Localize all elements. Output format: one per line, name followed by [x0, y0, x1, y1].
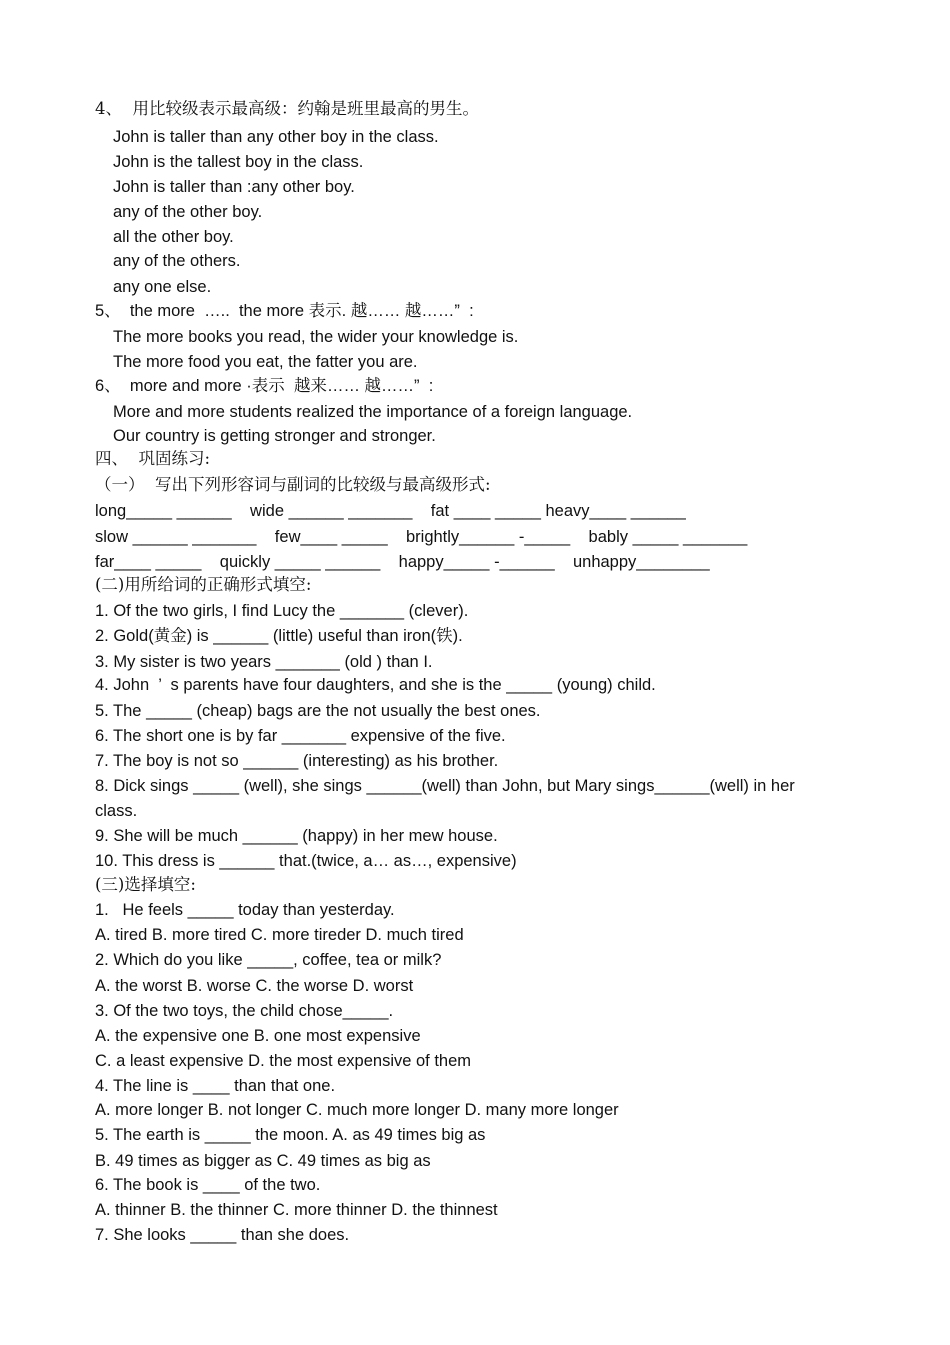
- question: 3. My sister is two years _______ (old ) than I.: [95, 653, 433, 671]
- question: 5. The _____ (cheap) bags are the not usually the best ones.: [95, 702, 541, 720]
- question: 6. The short one is by far _______ expensive of the five.: [95, 727, 506, 745]
- question: 7. The boy is not so ______ (interesting) as his brother.: [95, 752, 499, 770]
- example-sentence: any of the others.: [113, 252, 241, 270]
- example-sentence: Our country is getting stronger and stronger.: [113, 427, 436, 445]
- question: 1. He feels _____ today than yesterday.: [95, 901, 395, 919]
- answer-options: B. 49 times as bigger as C. 49 times as big as: [95, 1152, 431, 1170]
- example-sentence: More and more students realized the importance of a foreign language.: [113, 403, 633, 421]
- example-sentence: John is the tallest boy in the class.: [113, 153, 364, 171]
- answer-options: A. thinner B. the thinner C. more thinner D. the thinnest: [95, 1201, 498, 1219]
- word-form-row: slow ______ _______ few____ _____ brightly______ -_____ bably _____ _______: [95, 528, 748, 546]
- exercise-part-3-heading: (三)选择填空:: [95, 875, 196, 894]
- example-sentence: any one else.: [113, 278, 212, 296]
- answer-options: A. the worst B. worse C. the worse D. worst: [95, 977, 414, 995]
- question: 5. The earth is _____ the moon. A. as 49 times big as: [95, 1126, 486, 1144]
- example-sentence: all the other boy.: [113, 228, 234, 246]
- question: 8. Dick sings _____ (well), she sings ______(well) than John, but Mary sings______(well) in her: [95, 777, 795, 795]
- section-heading-4: 4、 用比较级表示最高级：约翰是班里最高的男生。: [95, 99, 479, 118]
- answer-options: C. a least expensive D. the most expensive of them: [95, 1052, 472, 1070]
- example-sentence: John is taller than :any other boy.: [113, 178, 355, 196]
- answer-options: A. tired B. more tired C. more tireder D. much tired: [95, 926, 464, 944]
- question: 3. Of the two toys, the child chose_____.: [95, 1002, 394, 1020]
- question: 2. Gold(黄金) is ______ (little) useful than iron(铁).: [95, 627, 463, 645]
- answer-options: A. the expensive one B. one most expensive: [95, 1027, 421, 1045]
- section-heading-5: 5、 the more ….. the more 表示. 越…… 越……” :: [95, 302, 474, 320]
- example-sentence: John is taller than any other boy in the class.: [113, 128, 439, 146]
- question: 2. Which do you like _____, coffee, tea or milk?: [95, 951, 442, 969]
- question: 10. This dress is ______ that.(twice, a… as…, expensive): [95, 852, 517, 870]
- question: 1. Of the two girls, I find Lucy the _______ (clever).: [95, 602, 469, 620]
- question: 4. The line is ____ than that one.: [95, 1077, 336, 1095]
- exercise-part-2-heading: (二)用所给词的正确形式填空:: [95, 575, 312, 594]
- example-sentence: any of the other boy.: [113, 203, 263, 221]
- answer-options: A. more longer B. not longer C. much more longer D. many more longer: [95, 1101, 619, 1119]
- question: 6. The book is ____ of the two.: [95, 1176, 321, 1194]
- example-sentence: The more books you read, the wider your knowledge is.: [113, 328, 519, 346]
- question: 9. She will be much ______ (happy) in her mew house.: [95, 827, 498, 845]
- section-heading-6: 6、 more and more ·表示 越来…… 越……” :: [95, 377, 434, 395]
- question: 4. John ’ s parents have four daughters, and she is the _____ (young) child.: [95, 676, 656, 694]
- example-sentence: The more food you eat, the fatter you are.: [113, 353, 418, 371]
- question: 7. She looks _____ than she does.: [95, 1226, 350, 1244]
- exercise-part-1-heading: （一） 写出下列形容词与副词的比较级与最高级形式:: [95, 475, 491, 494]
- word-form-row: long_____ ______ wide ______ _______ fat ____ _____ heavy____ ______: [95, 502, 686, 520]
- word-form-row: far____ _____ quickly _____ ______ happy_____ -______ unhappy________: [95, 553, 710, 571]
- exercise-heading: 四、 巩固练习:: [95, 449, 211, 468]
- question-continued: class.: [95, 802, 138, 820]
